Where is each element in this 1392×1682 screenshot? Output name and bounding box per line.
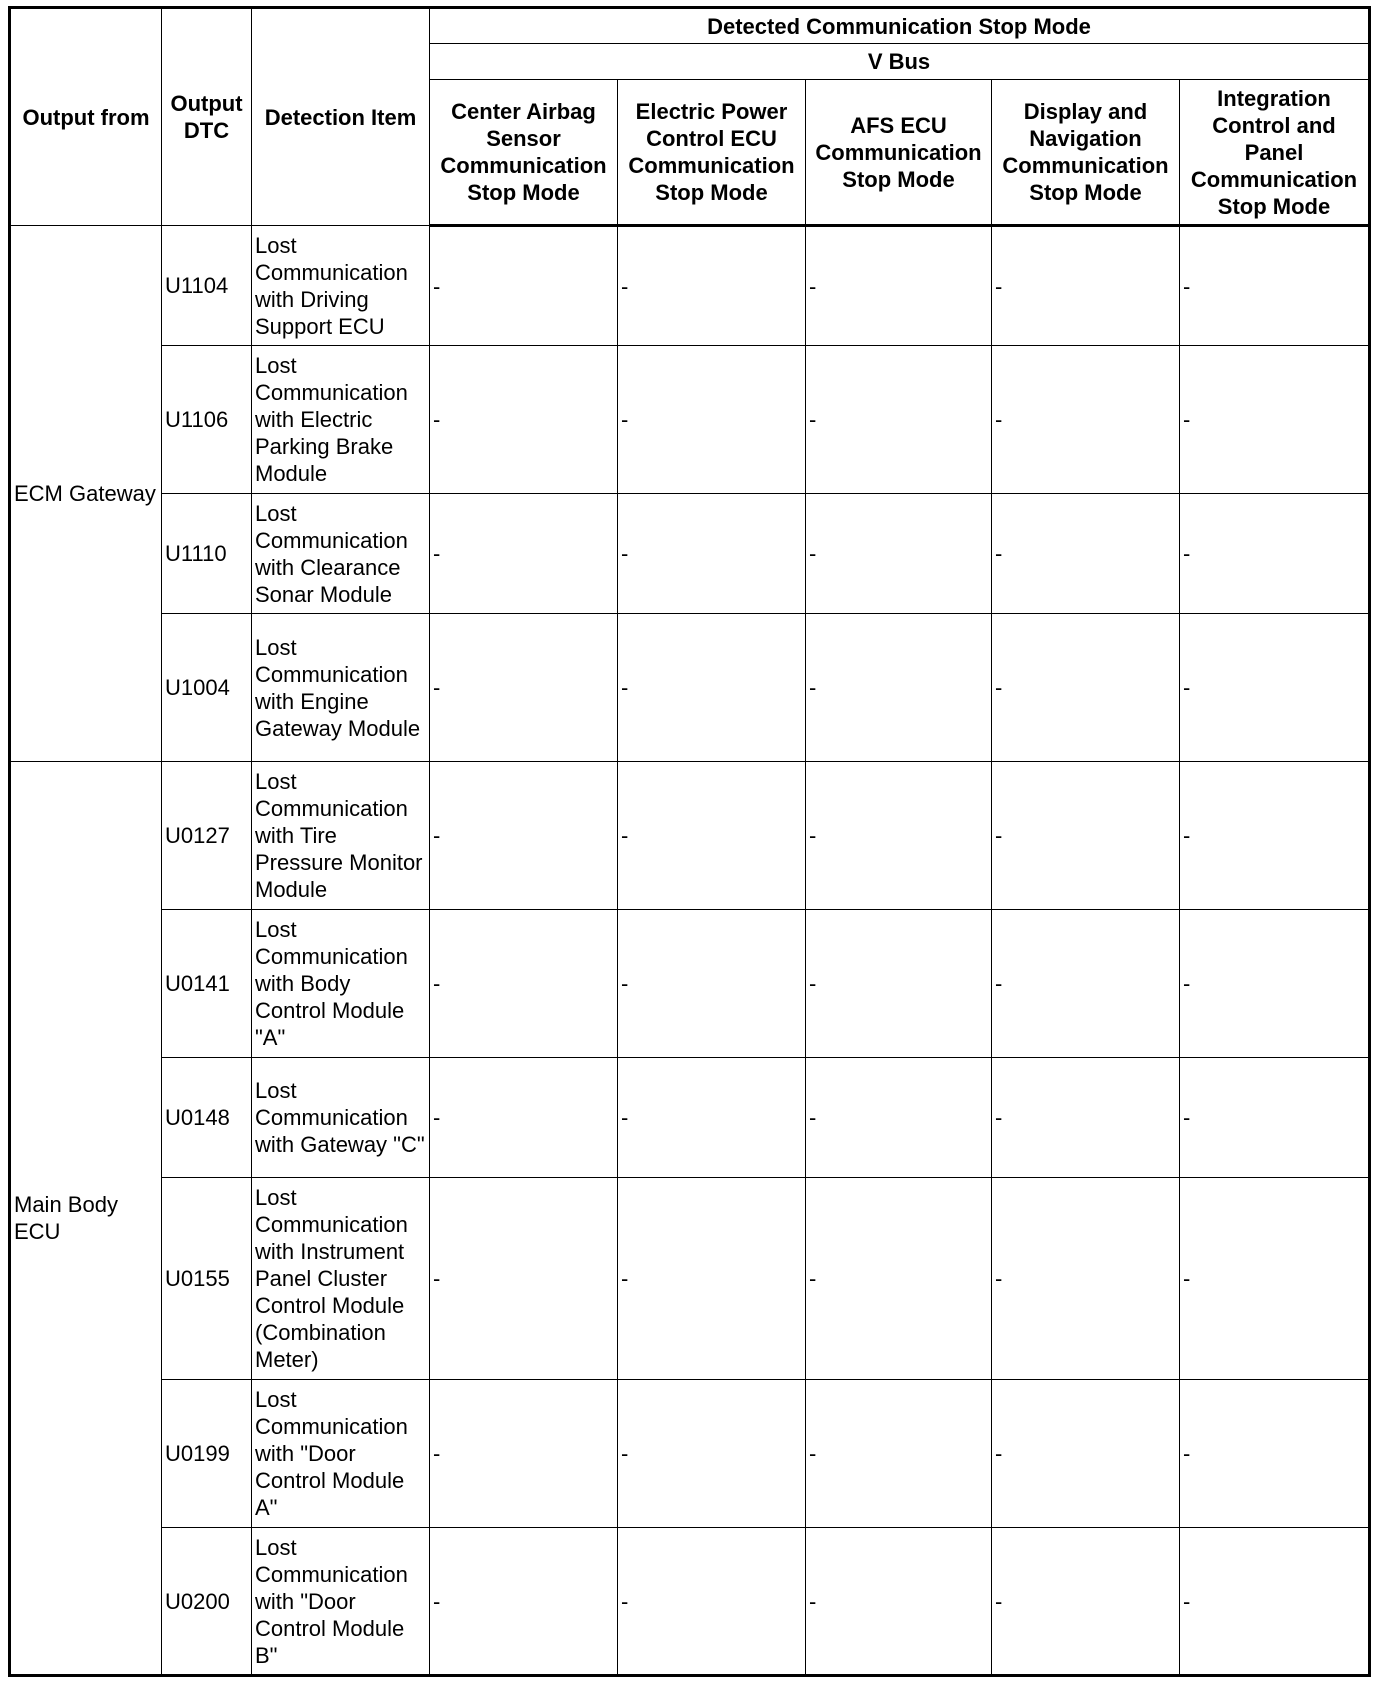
table-row (10, 762, 1370, 910)
mode-cell: - (430, 1528, 618, 1676)
header-mode-display-navigation: Display and Navigation Communication Stop Mode (992, 80, 1180, 226)
mode-cell: - (430, 1058, 618, 1178)
mode-cell: - (430, 910, 618, 1058)
dtc-cell: U0127 (162, 762, 252, 910)
detection-item-cell: Lost Communication with Tire Pressure Monitor Module (252, 762, 430, 910)
mode-cell: - (992, 910, 1180, 1058)
dtc-cell: U0155 (162, 1178, 252, 1380)
output-from-cell: ECM Gateway (10, 226, 162, 762)
dtc-cell: U1104 (162, 226, 252, 346)
mode-cell: - (1180, 614, 1370, 762)
mode-cell: - (1180, 1528, 1370, 1676)
table-row (10, 910, 1370, 1058)
mode-cell: - (1180, 1178, 1370, 1380)
mode-cell: - (618, 226, 806, 346)
mode-cell: - (806, 494, 992, 614)
table-row (10, 226, 1370, 346)
mode-cell: - (1180, 762, 1370, 910)
detection-item-cell: Lost Communication with Clearance Sonar Module (252, 494, 430, 614)
detection-item-cell: Lost Communication with "Door Control Module A" (252, 1380, 430, 1528)
header-v-bus: V Bus (430, 44, 1370, 80)
table-row (10, 1178, 1370, 1380)
mode-cell: - (430, 1178, 618, 1380)
detection-item-cell: Lost Communication with Gateway "C" (252, 1058, 430, 1178)
header-detection-item: Detection Item (252, 8, 430, 226)
mode-cell: - (992, 494, 1180, 614)
mode-cell: - (430, 346, 618, 494)
header-output-dtc: Output DTC (162, 8, 252, 226)
mode-cell: - (992, 346, 1180, 494)
mode-cell: - (992, 614, 1180, 762)
table-row (10, 1528, 1370, 1676)
mode-cell: - (430, 226, 618, 346)
mode-cell: - (806, 1178, 992, 1380)
detection-item-cell: Lost Communication with Body Control Module "A" (252, 910, 430, 1058)
mode-cell: - (1180, 1058, 1370, 1178)
mode-cell: - (806, 614, 992, 762)
mode-cell: - (992, 762, 1180, 910)
mode-cell: - (430, 762, 618, 910)
mode-cell: - (992, 1178, 1180, 1380)
output-from-cell: Main Body ECU (10, 762, 162, 1676)
mode-cell: - (1180, 910, 1370, 1058)
table-row (10, 614, 1370, 762)
mode-cell: - (992, 1528, 1180, 1676)
dtc-cell: U0199 (162, 1380, 252, 1528)
dtc-cell: U1004 (162, 614, 252, 762)
detection-item-cell: Lost Communication with "Door Control Module B" (252, 1528, 430, 1676)
dtc-cell: U0200 (162, 1528, 252, 1676)
mode-cell: - (430, 614, 618, 762)
table-row (10, 494, 1370, 614)
mode-cell: - (1180, 346, 1370, 494)
detection-item-cell: Lost Communication with Electric Parking Brake Module (252, 346, 430, 494)
mode-cell: - (806, 762, 992, 910)
header-mode-center-airbag: Center Airbag Sensor Communication Stop Mode (430, 80, 618, 226)
mode-cell: - (618, 762, 806, 910)
mode-cell: - (1180, 1380, 1370, 1528)
mode-cell: - (618, 910, 806, 1058)
table-row (10, 1058, 1370, 1178)
header-detected-stop-mode: Detected Communication Stop Mode (430, 8, 1370, 44)
mode-cell: - (806, 1380, 992, 1528)
header-mode-integration-control: Integration Control and Panel Communication Stop Mode (1180, 80, 1370, 226)
header-output-from: Output from (10, 8, 162, 226)
detection-item-cell: Lost Communication with Instrument Panel Cluster Control Module (Combination Meter) (252, 1178, 430, 1380)
header-mode-afs-ecu: AFS ECU Communication Stop Mode (806, 80, 992, 226)
dtc-stop-mode-table (8, 6, 1371, 1677)
mode-cell: - (618, 346, 806, 494)
dtc-cell: U0141 (162, 910, 252, 1058)
mode-cell: - (806, 346, 992, 494)
mode-cell: - (618, 1528, 806, 1676)
mode-cell: - (1180, 226, 1370, 346)
mode-cell: - (992, 226, 1180, 346)
mode-cell: - (992, 1380, 1180, 1528)
dtc-cell: U1106 (162, 346, 252, 494)
mode-cell: - (992, 1058, 1180, 1178)
dtc-cell: U0148 (162, 1058, 252, 1178)
mode-cell: - (618, 1178, 806, 1380)
mode-cell: - (618, 494, 806, 614)
mode-cell: - (430, 1380, 618, 1528)
table-row (10, 1380, 1370, 1528)
mode-cell: - (430, 494, 618, 614)
mode-cell: - (806, 1528, 992, 1676)
mode-cell: - (806, 1058, 992, 1178)
mode-cell: - (618, 1058, 806, 1178)
mode-cell: - (806, 910, 992, 1058)
header-mode-electric-power: Electric Power Control ECU Communication Stop Mode (618, 80, 806, 226)
mode-cell: - (618, 614, 806, 762)
dtc-cell: U1110 (162, 494, 252, 614)
mode-cell: - (1180, 494, 1370, 614)
table-row (10, 346, 1370, 494)
detection-item-cell: Lost Communication with Engine Gateway Module (252, 614, 430, 762)
detection-item-cell: Lost Communication with Driving Support ECU (252, 226, 430, 346)
mode-cell: - (806, 226, 992, 346)
mode-cell: - (618, 1380, 806, 1528)
